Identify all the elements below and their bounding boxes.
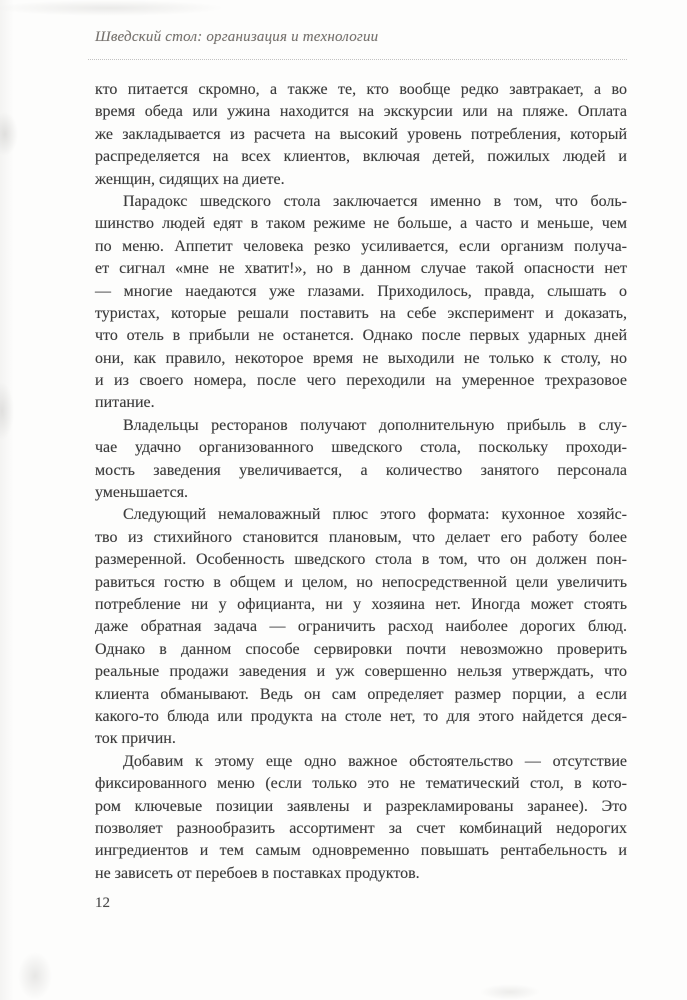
text-line: ток причин. — [95, 730, 176, 748]
text-line: размеренной. Особенность шведского стола в том, что он должен пон- — [95, 551, 627, 569]
text-line: что отель в прибыли не останется. Однако после первых ударных дней — [95, 327, 627, 345]
text-line: клиента обманывают. Ведь он сам определяет размер порции, а если — [95, 685, 627, 703]
scan-smudge — [0, 382, 14, 440]
page-number: 12 — [95, 895, 110, 911]
text-line: позволяет разнообразить ассортимент за счет комбинаций недорогих — [95, 819, 627, 837]
text-line: чае удачно организованного шведского стола, поскольку проходи- — [95, 439, 627, 457]
text-line: ингредиентов и тем самым одновременно повышать рентабельность и — [95, 842, 627, 860]
text-line: Парадокс шведского стола заключается именно в том, что боль- — [123, 192, 627, 210]
text-line: Следующий немаловажный плюс этого формата: кухонное хозяйс- — [123, 506, 627, 524]
text-line: туристах, которые решали поставить на себе эксперимент и доказать, — [95, 304, 627, 322]
text-line: Добавим к этому еще одно важное обстоятельство — отсутствие — [123, 752, 627, 770]
header-rule — [88, 59, 627, 60]
text-line: они, как правило, некоторое время не выходили не только к столу, но — [95, 349, 627, 367]
text-line: не зависеть от перебоев в поставках продуктов. — [95, 864, 420, 882]
scan-smudge — [480, 984, 540, 1000]
text-line: ром ключевые позиции заявлены и разрекламированы заранее). Это — [95, 797, 627, 815]
text-line: ет сигнал «мне не хватит!», но в данном случае такой опасности нет — [95, 260, 627, 278]
text-line: Владельцы ресторанов получают дополнительную прибыль в слу- — [123, 416, 627, 434]
text-line: мость заведения увеличивается, а количество занятого персонала — [95, 461, 627, 479]
text-line: даже обратная задача — ограничить расход наиболее дорогих блюд. — [95, 618, 627, 636]
text-line: время обеда или ужина находится на экскурсии или на пляже. Оплата — [95, 103, 627, 121]
text-line: шинство людей едят в таком режиме не больше, а часто и меньше, чем — [95, 215, 627, 233]
text-line: по меню. Аппетит человека резко усиливается, если организм получа- — [95, 237, 627, 255]
text-line: тво из стихийного становится плановым, что делает его работу более — [95, 528, 627, 546]
text-line: какого-то блюда или продукта на столе нет, то для этого найдется деся- — [95, 707, 627, 725]
body-text — [95, 79, 627, 885]
text-line: — многие наедаются уже глазами. Приходилось, правда, слышать о — [95, 282, 627, 300]
text-line: уменьшается. — [95, 484, 189, 502]
scan-smudge — [18, 952, 52, 1000]
text-line: потребление ни у официанта, ни у хозяина нет. Иногда может стоять — [95, 595, 627, 613]
text-line: фиксированного меню (если только это не тематический стол, в кото- — [95, 775, 627, 793]
text-line: равиться гостю в общем и целом, но непосредственной цели увеличить — [95, 573, 627, 591]
text-line: кто питается скромно, а также те, кто вообще редко завтракает, а во — [95, 81, 627, 98]
text-line: реальные продажи заведения и уж совершенно нельзя утверждать, что — [95, 663, 627, 681]
scan-smudge — [0, 0, 224, 16]
text-line: и из своего номера, после чего переходили на умеренное трехразовое — [95, 372, 627, 390]
scan-smudge — [0, 0, 14, 1000]
text-line: распределяется на всех клиентов, включая детей, пожилых людей и — [95, 148, 627, 166]
text-line: Однако в данном способе сервировки почти невозможно проверить — [95, 640, 627, 658]
text-line: питание. — [95, 394, 155, 412]
text-line: же закладывается из расчета на высокий уровень потребления, который — [95, 125, 627, 143]
running-header: Шведский стол: организация и технологии — [95, 29, 379, 45]
text-line: женщин, сидящих на диете. — [95, 170, 285, 188]
scan-smudge — [0, 112, 18, 156]
